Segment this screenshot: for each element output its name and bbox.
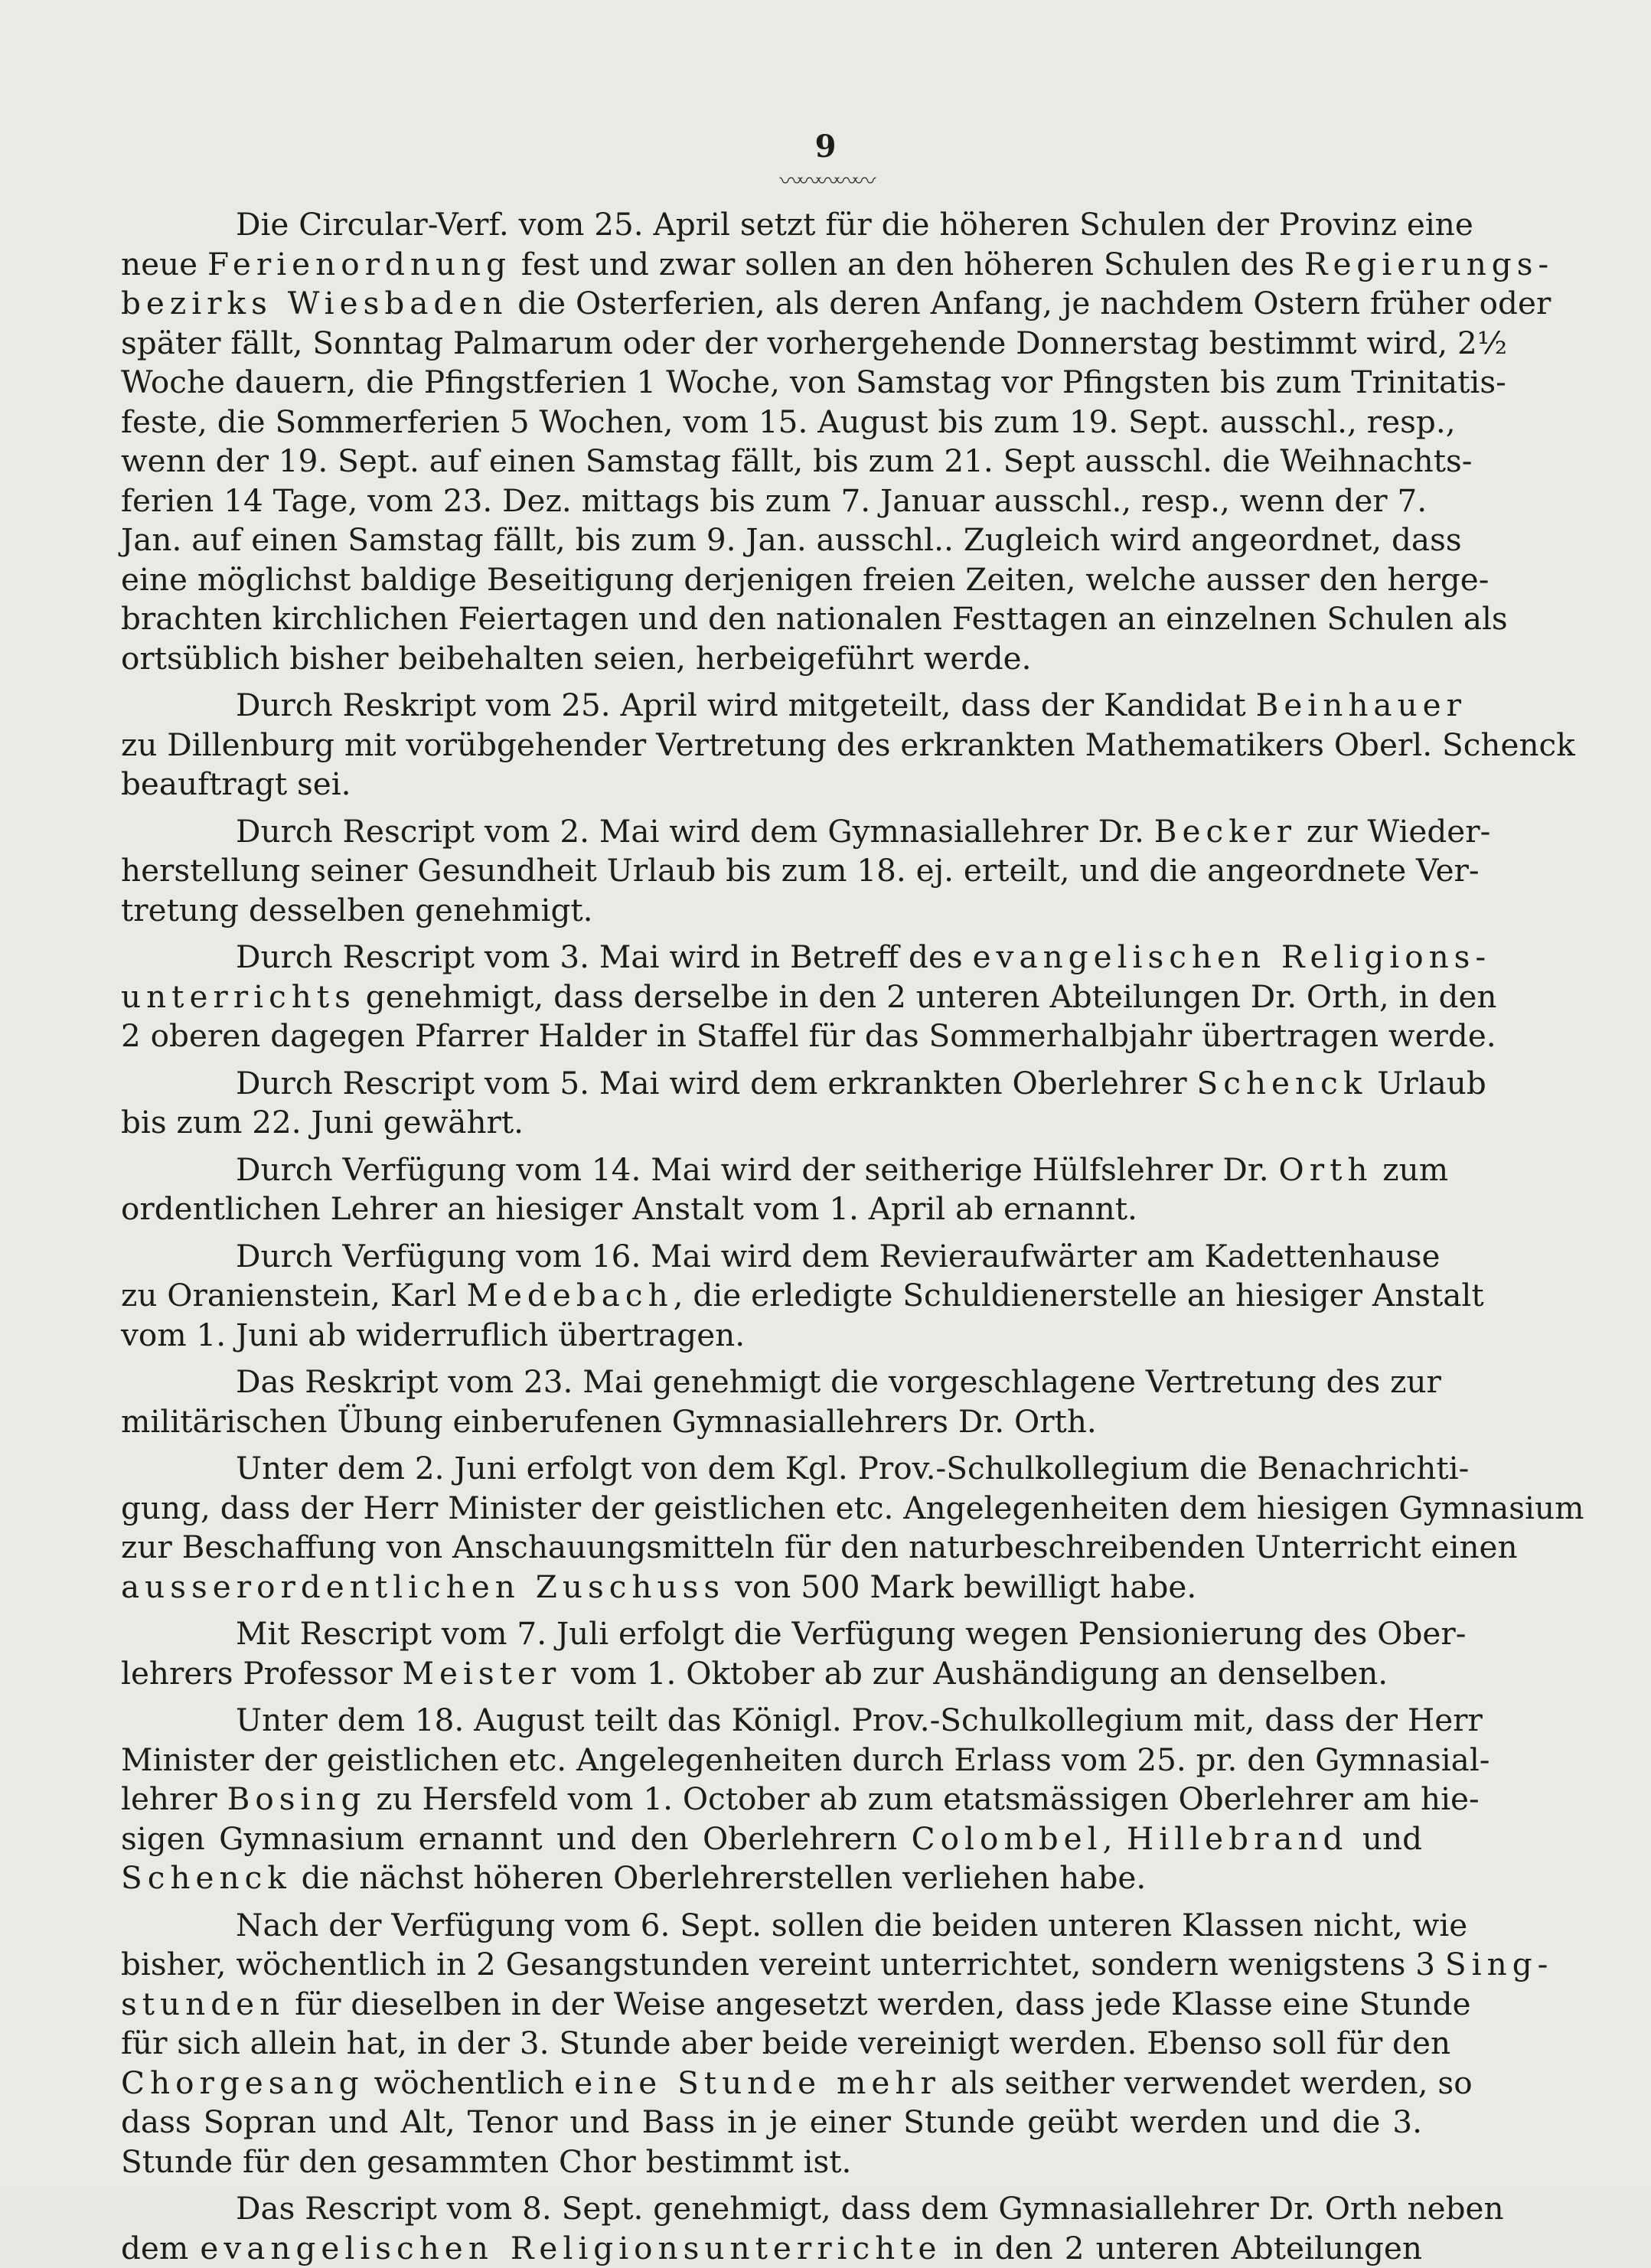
text-run: Mit Rescript vom 7. Juli erfolgt die Verfügung wegen Pensionierung des Ober- [236, 1615, 1466, 1652]
text-line [121, 1858, 1422, 1898]
text-run: bis zum 22. Juni gewährt. [121, 1104, 524, 1141]
text-line [121, 1906, 1422, 1946]
text-run: zur Wieder- [1297, 813, 1490, 850]
spaced-emphasis-text: Chorgesang [121, 2064, 364, 2101]
spaced-emphasis-text: ausserordentlichen Zuschuss [121, 1568, 725, 1605]
text-run: die Osterferien, als deren Anfang, je nachdem Ostern früher oder [507, 285, 1551, 321]
spaced-emphasis-text: Bosing [227, 1780, 367, 1817]
spaced-emphasis-text: unterrichts [121, 978, 356, 1015]
text-run: eine möglichst baldige Beseitigung derjenigen freien Zeiten, welche ausser den herge- [121, 561, 1489, 598]
text-line [121, 245, 1422, 285]
paragraph [121, 2189, 1422, 2268]
text-run: lehrer [121, 1780, 227, 1817]
spaced-emphasis-text: Sing- [1445, 1946, 1553, 1982]
text-run: Durch Rescript vom 3. Mai wird in Betreff des [236, 938, 973, 975]
text-run: zum [1372, 1151, 1448, 1188]
text-run: und [1348, 1820, 1422, 1857]
spaced-emphasis-text: Hillebrand [1127, 1820, 1349, 1857]
paragraph-spacing [121, 1607, 1422, 1614]
text-line [121, 639, 1422, 679]
text-run: später fällt, Sonntag Palmarum oder der vorhergehende Donnerstag bestimmt wird, 2½ [121, 325, 1507, 361]
text-line [121, 765, 1422, 804]
text-line [121, 1654, 1422, 1694]
text-run: Das Reskript vom 23. Mai genehmigt die vorgeschlagene Vertretung des zur [236, 1363, 1441, 1400]
text-run: Jan. auf einen Samstag fällt, bis zum 9. Jan. ausschl.. Zugleich wird angeordnet, dass [121, 521, 1462, 558]
text-line [121, 1362, 1422, 1402]
paragraph [121, 938, 1422, 1056]
text-run: gung, dass der Herr Minister der geistlichen etc. Angelegenheiten dem hiesigen Gymnasium [121, 1490, 1584, 1526]
text-run: zu Oranienstein, Karl [121, 1277, 467, 1313]
text-run: bisher, wöchentlich in 2 Gesangstunden vereint unterrichtet, sondern wenigstens 3 [121, 1946, 1445, 1982]
text-line [121, 481, 1422, 521]
text-run: feste, die Sommerferien 5 Wochen, vom 15. August bis zum 19. Sept. ausschl., resp., [121, 403, 1456, 440]
text-line [121, 205, 1422, 245]
paragraph [121, 1449, 1422, 1607]
text-run: beauftragt sei. [121, 765, 351, 802]
paragraph-spacing [121, 804, 1422, 812]
spaced-emphasis-text: Orth [1279, 1151, 1373, 1188]
paragraph-spacing [121, 1693, 1422, 1701]
spaced-emphasis-text: Colombel [912, 1820, 1103, 1857]
spaced-emphasis-text: bezirks Wiesbaden [121, 285, 507, 321]
text-run: für sich allein hat, in der 3. Stunde aber beide vereinigt werden. Ebenso soll für den [121, 2025, 1450, 2061]
text-line [121, 1780, 1422, 1819]
paragraph [121, 812, 1422, 931]
text-line [121, 1945, 1422, 1985]
spaced-emphasis-text: stunden [121, 1986, 285, 2022]
text-run: zu Dillenburg mit vorübgehender Vertretung des erkrankten Mathematikers Oberl. Schenck [121, 726, 1575, 763]
body-text [121, 205, 1422, 2268]
text-line [121, 891, 1422, 931]
text-run: Durch Reskript vom 25. April wird mitgeteilt, dass der Kandidat [236, 687, 1256, 723]
text-line [121, 2142, 1422, 2182]
text-run: dass Sopran und Alt, Tenor und Bass in je einer Stunde geübt werden und die 3. [121, 2103, 1422, 2140]
text-run: in den 2 unteren Abteilungen [942, 2230, 1422, 2266]
spaced-emphasis-text: Ferienordnung [207, 246, 511, 282]
text-line [121, 1316, 1422, 1356]
text-line [121, 2229, 1422, 2268]
paragraph-spacing [121, 678, 1422, 686]
text-run: neue [121, 246, 207, 282]
spaced-emphasis-text: Schenck [1197, 1065, 1368, 1101]
text-run: Durch Verfügung vom 16. Mai wird dem Revieraufwärter am Kadettenhause [236, 1238, 1440, 1274]
text-line [121, 1614, 1422, 1654]
text-run: Die Circular-Verf. vom 25. April setzt für die höheren Schulen der Provinz eine [236, 206, 1473, 243]
text-run: , [1103, 1820, 1127, 1857]
text-run: vom 1. Juni ab widerruflich übertragen. [121, 1317, 745, 1353]
text-run: Unter dem 2. Juni erfolgt von dem Kgl. Prov.-Schulkollegium die Benachrichti- [236, 1450, 1469, 1486]
paragraph-spacing [121, 1143, 1422, 1150]
text-line [121, 1819, 1422, 1859]
page-number-ornament: 〰〰〰〰〰 [0, 162, 1651, 196]
text-line [121, 2064, 1422, 2103]
text-line [121, 324, 1422, 364]
text-line [121, 442, 1422, 481]
text-line [121, 1568, 1422, 1607]
text-line [121, 1402, 1422, 1442]
text-line [121, 686, 1422, 726]
text-run: sigen Gymnasium ernannt und den Oberlehrern [121, 1820, 912, 1857]
text-line [121, 284, 1422, 324]
text-run: vom 1. Oktober ab zur Aushändigung an denselben. [561, 1655, 1388, 1692]
text-run: die nächst höheren Oberlehrerstellen verliehen habe. [292, 1859, 1146, 1896]
text-run: tretung desselben genehmigt. [121, 892, 593, 928]
text-run: Das Rescript vom 8. Sept. genehmigt, dass dem Gymnasiallehrer Dr. Orth neben [236, 2190, 1504, 2227]
text-line [121, 363, 1422, 403]
paragraph-spacing [121, 1229, 1422, 1237]
paragraph [121, 1614, 1422, 1693]
text-run: lehrers Professor [121, 1655, 403, 1692]
text-line [121, 1449, 1422, 1489]
text-run: für dieselben in der Weise angesetzt werden, dass jede Klasse eine Stunde [285, 1986, 1470, 2022]
spaced-emphasis-text: Medebach [467, 1277, 674, 1313]
text-line [121, 851, 1422, 891]
text-line [121, 812, 1422, 852]
text-line [121, 403, 1422, 442]
text-run: zu Hersfeld vom 1. October ab zum etatsmässigen Oberlehrer am hie- [366, 1780, 1479, 1817]
paragraph-spacing [121, 2182, 1422, 2189]
text-run: herstellung seiner Gesundheit Urlaub bis zum 18. ej. erteilt, und die angeordnete Ver- [121, 852, 1480, 889]
spaced-emphasis-text: evangelischen Religionsunterrichte [200, 2230, 941, 2266]
paragraph-spacing [121, 1056, 1422, 1064]
text-line [121, 1189, 1422, 1229]
paragraph [121, 1150, 1422, 1229]
text-run: ortsüblich bisher beibehalten seien, herbeigeführt werde. [121, 640, 1032, 677]
paragraph [121, 1064, 1422, 1143]
paragraph-spacing [121, 1898, 1422, 1906]
text-line [121, 1017, 1422, 1056]
text-run: wöchentlich [364, 2064, 575, 2101]
paragraph-spacing [121, 1355, 1422, 1362]
page-number: 9 [0, 129, 1651, 165]
text-run: Durch Rescript vom 5. Mai wird dem erkrankten Oberlehrer [236, 1065, 1197, 1101]
text-line [121, 560, 1422, 600]
paragraph [121, 1906, 1422, 2182]
spaced-emphasis-text: Beinhauer [1256, 687, 1467, 723]
text-line [121, 520, 1422, 560]
text-run: Stunde für den gesammten Chor bestimmt ist. [121, 2143, 851, 2180]
text-line [121, 599, 1422, 639]
text-run: Unter dem 18. August teilt das Königl. Prov.-Schulkollegium mit, dass der Herr [236, 1702, 1483, 1738]
spaced-emphasis-text: Schenck [121, 1859, 292, 1896]
text-run: Woche dauern, die Pfingstferien 1 Woche, von Samstag vor Pfingsten bis zum Trinitatis- [121, 364, 1506, 400]
text-line [121, 2103, 1422, 2142]
text-run: brachten kirchlichen Feiertagen und den nationalen Festtagen an einzelnen Schulen als [121, 600, 1508, 637]
text-line [121, 938, 1422, 977]
paragraph [121, 686, 1422, 804]
text-line [121, 1237, 1422, 1277]
text-run: fest und zwar sollen an den höheren Schulen des [511, 246, 1304, 282]
text-run: Durch Rescript vom 2. Mai wird dem Gymnasiallehrer Dr. [236, 813, 1154, 850]
text-line [121, 1528, 1422, 1568]
text-line [121, 977, 1422, 1017]
text-run: militärischen Übung einberufenen Gymnasiallehrers Dr. Orth. [121, 1403, 1097, 1440]
spaced-emphasis-text: evangelischen Religions- [973, 938, 1492, 975]
text-run: ferien 14 Tage, vom 23. Dez. mittags bis zum 7. Januar ausschl., resp., wenn der 7. [121, 482, 1427, 519]
text-run: 2 oberen dagegen Pfarrer Halder in Staffel für das Sommerhalbjahr übertragen werde. [121, 1017, 1496, 1054]
text-run: genehmigt, dass derselbe in den 2 unteren Abteilungen Dr. Orth, in den [356, 978, 1497, 1015]
text-run: Nach der Verfügung vom 6. Sept. sollen die beiden unteren Klassen nicht, wie [236, 1907, 1467, 1943]
text-line [121, 726, 1422, 765]
text-line [121, 1741, 1422, 1780]
text-run: ordentlichen Lehrer an hiesiger Anstalt vom 1. April ab ernannt. [121, 1190, 1137, 1227]
text-run: als seither verwendet werden, so [941, 2064, 1473, 2101]
paragraph [121, 205, 1422, 678]
text-line [121, 1064, 1422, 1104]
text-run: , die erledigte Schuldienerstelle an hiesiger Anstalt [674, 1277, 1484, 1313]
text-run: Urlaub [1367, 1065, 1486, 1101]
spaced-emphasis-text: Regierungs- [1304, 246, 1554, 282]
spaced-emphasis-text: eine Stunde mehr [574, 2064, 941, 2101]
text-run: von 500 Mark bewilligt habe. [725, 1568, 1196, 1605]
text-line [121, 2189, 1422, 2229]
paragraph [121, 1701, 1422, 1898]
text-line [121, 1103, 1422, 1143]
text-run: Durch Verfügung vom 14. Mai wird der seitherige Hülfslehrer Dr. [236, 1151, 1279, 1188]
text-line [121, 2024, 1422, 2064]
paragraph-spacing [121, 930, 1422, 938]
text-line [121, 1150, 1422, 1190]
text-run: wenn der 19. Sept. auf einen Samstag fällt, bis zum 21. Sept ausschl. die Weihnachts- [121, 442, 1473, 479]
text-line [121, 1985, 1422, 2025]
text-line [121, 1701, 1422, 1741]
paragraph [121, 1237, 1422, 1356]
text-line [121, 1276, 1422, 1316]
paragraph [121, 1362, 1422, 1441]
text-run: Minister der geistlichen etc. Angelegenheiten durch Erlass vom 25. pr. den Gymnasial- [121, 1741, 1489, 1778]
spaced-emphasis-text: Becker [1154, 813, 1297, 850]
text-line [121, 1489, 1422, 1529]
text-run: dem [121, 2230, 200, 2266]
paragraph-spacing [121, 1441, 1422, 1449]
text-run: zur Beschaffung von Anschauungsmitteln für den naturbeschreibenden Unterricht einen [121, 1529, 1518, 1565]
spaced-emphasis-text: Meister [403, 1655, 562, 1692]
